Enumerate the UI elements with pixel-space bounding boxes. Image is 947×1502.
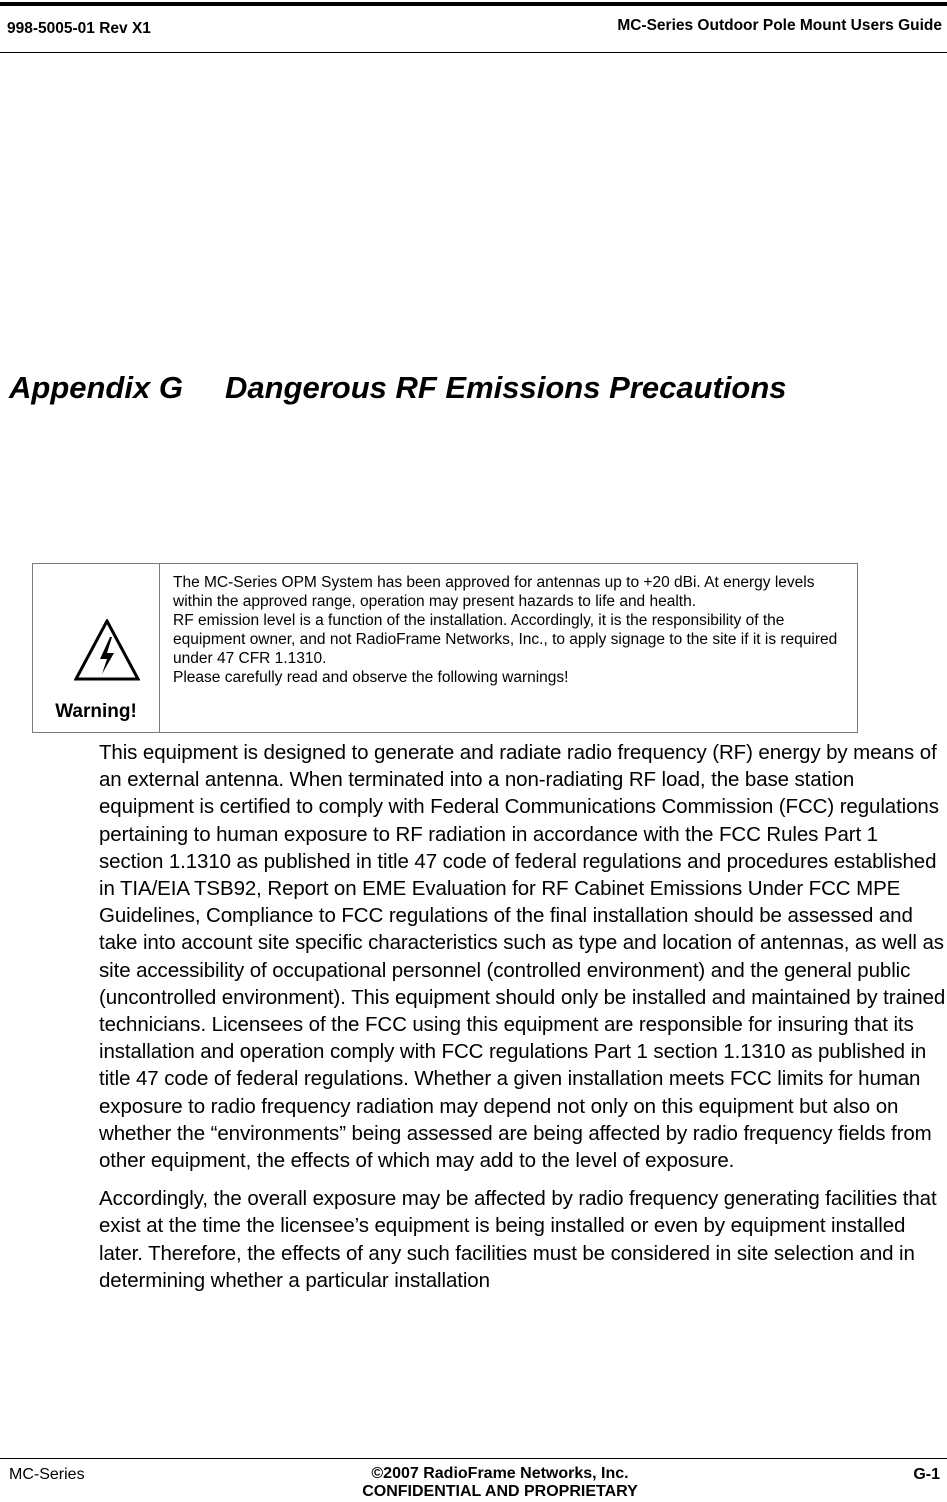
appendix-label: Appendix G: [9, 370, 183, 405]
header-guide-title: MC-Series Outdoor Pole Mount Users Guide: [617, 17, 942, 34]
footer-copyright: ©2007 RadioFrame Networks, Inc.: [371, 1465, 629, 1482]
warning-line: The MC-Series OPM System has been approved for antennas up to +20 dBi. At energy levels within the approved range, operation may present hazards to life and health.: [173, 574, 815, 610]
warning-line: RF emission level is a function of the installation. Accordingly, it is the responsibility of the equipment owner, and not RadioFrame Networks, Inc., to apply signage to the site if it is required under 47 CFR 1.1310.: [173, 612, 838, 667]
header-top-bar: [0, 2, 947, 6]
body-paragraph: This equipment is designed to generate and radiate radio frequency (RF) energy by means of an external antenna. When terminated into a non-radiating RF load, the base station equipment is certified to comply with Federal Communications Commission (FCC) regulations pertaining to human exposure to RF radiation in accordance with the FCC Rules Part 1 section 1.1310 as published in title 47 code of federal regulations and procedures established in TIA/EIA TSB92, Report on EME Evaluation for RF Cabinet Emissions Under FCC MPE Guidelines, Compliance to FCC regulations of the final installation should be assessed and take into account site specific characteristics such as type and location of antennas, as well as site accessibility of occupational personnel (controlled environment) and the general public (uncontrolled environment). This equipment should only be installed and maintained by trained technicians. Licensees of the FCC using this equipment are responsible for insuring that its installation and operation comply with FCC regulations Part 1 section 1.1310 as published in title 47 code of federal regulations. Whether a given installation meets FCC limits for human exposure to radio frequency radiation may depend not only on this equipment but also on whether the “environments” being assessed are being affected by radio frequency fields from other equipment, the effects of which may add to the level of exposure.: [99, 741, 946, 1173]
footer-confidential: CONFIDENTIAL AND PROPRIETARY: [362, 1483, 638, 1500]
appendix-heading: Dangerous RF Emissions Precautions: [224, 370, 787, 405]
warning-label: Warning!: [55, 701, 137, 722]
footer-copyright-block: [300, 1465, 700, 1501]
warning-box: [32, 563, 858, 733]
body-paragraph: Accordingly, the overall exposure may be affected by radio frequency generating facilities that exist at the time the licensee’s equipment is being installed or even by equipment installed later. Therefore, the effects of any such facilities must be considered in site selection and in determining whether a particular installation: [99, 1187, 937, 1292]
header-doc-number: 998-5005-01 Rev X1: [7, 20, 151, 37]
page-title: [9, 370, 787, 406]
warning-icon-cell: [33, 564, 160, 732]
warning-line: Please carefully read and observe the following warnings!: [173, 669, 569, 686]
warning-text: [173, 573, 843, 687]
footer-page-number: G-1: [913, 1466, 940, 1483]
body-text: [99, 739, 947, 1305]
header-rule: [0, 52, 947, 53]
footer-rule: [0, 1458, 947, 1459]
footer-product: MC-Series: [9, 1466, 85, 1483]
high-voltage-warning-icon: [74, 619, 140, 681]
